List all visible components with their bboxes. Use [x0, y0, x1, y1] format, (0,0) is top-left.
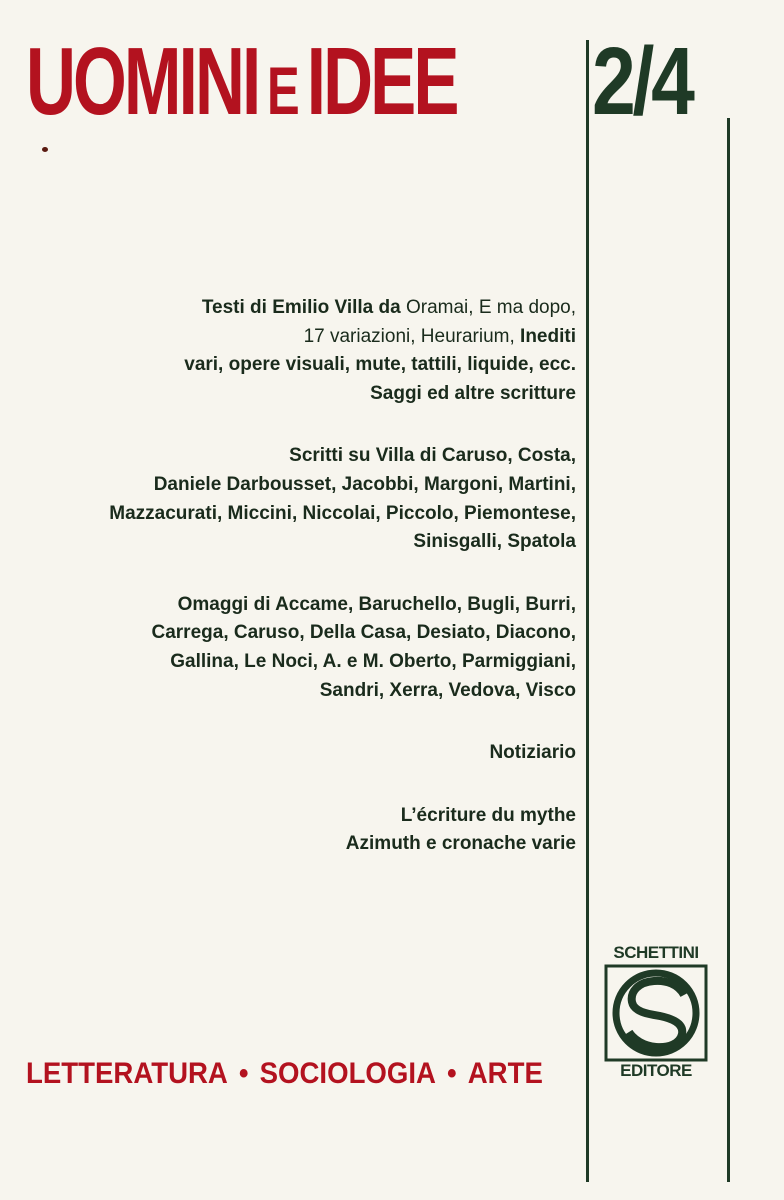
publisher-s-logo-icon	[604, 964, 708, 1062]
title-part-e: E	[266, 53, 299, 129]
contents-block-texts: Testi di Emilio Villa da Oramai, E ma dopo, 17 variazioni, Heurarium, Inediti vari, opere visuali, mute, tattili, liquide, ecc. Saggi ed altre scritture	[184, 297, 576, 404]
contents-list	[96, 294, 576, 893]
publisher-name-top: SCHETTINI	[613, 943, 699, 962]
subject-sociologia: SOCIOLOGIA	[259, 1057, 436, 1090]
contents-block-homages: Omaggi di Accame, Baruchello, Bugli, Burri, Carrega, Caruso, Della Casa, Desiato, Diacono, Gallina, Le Noci, A. e M. Oberto, Parmiggiani, Sandri, Xerra, Vedova, Visco	[151, 593, 576, 701]
contents-block-news: Notiziario	[489, 742, 576, 764]
bullet-separator: •	[238, 1057, 249, 1090]
magazine-title	[26, 28, 457, 139]
contents-block-ecriture: L’écriture du mythe Azimuth e cronache varie	[345, 804, 576, 855]
issue-number: 2/4	[592, 28, 692, 135]
title-part-uomini: UOMINI	[26, 28, 259, 135]
publisher-logo	[596, 944, 716, 1080]
ink-speck	[42, 147, 48, 152]
right-vertical-rule	[727, 118, 730, 1182]
publisher-name-bottom: EDITORE	[620, 1061, 692, 1080]
subject-line	[26, 1058, 543, 1090]
bullet-separator: •	[447, 1057, 457, 1090]
left-vertical-rule	[586, 40, 589, 1182]
subject-letteratura: LETTERATURA	[26, 1057, 228, 1090]
title-part-idee: IDEE	[306, 28, 457, 135]
contents-block-writings: Scritti su Villa di Caruso, Costa, Daniele Darbousset, Jacobbi, Margoni, Martini, Mazzacurati, Miccini, Niccolai, Piccolo, Piemontese, Sinisgalli, Spatola	[109, 445, 576, 553]
subject-arte: ARTE	[467, 1057, 543, 1090]
